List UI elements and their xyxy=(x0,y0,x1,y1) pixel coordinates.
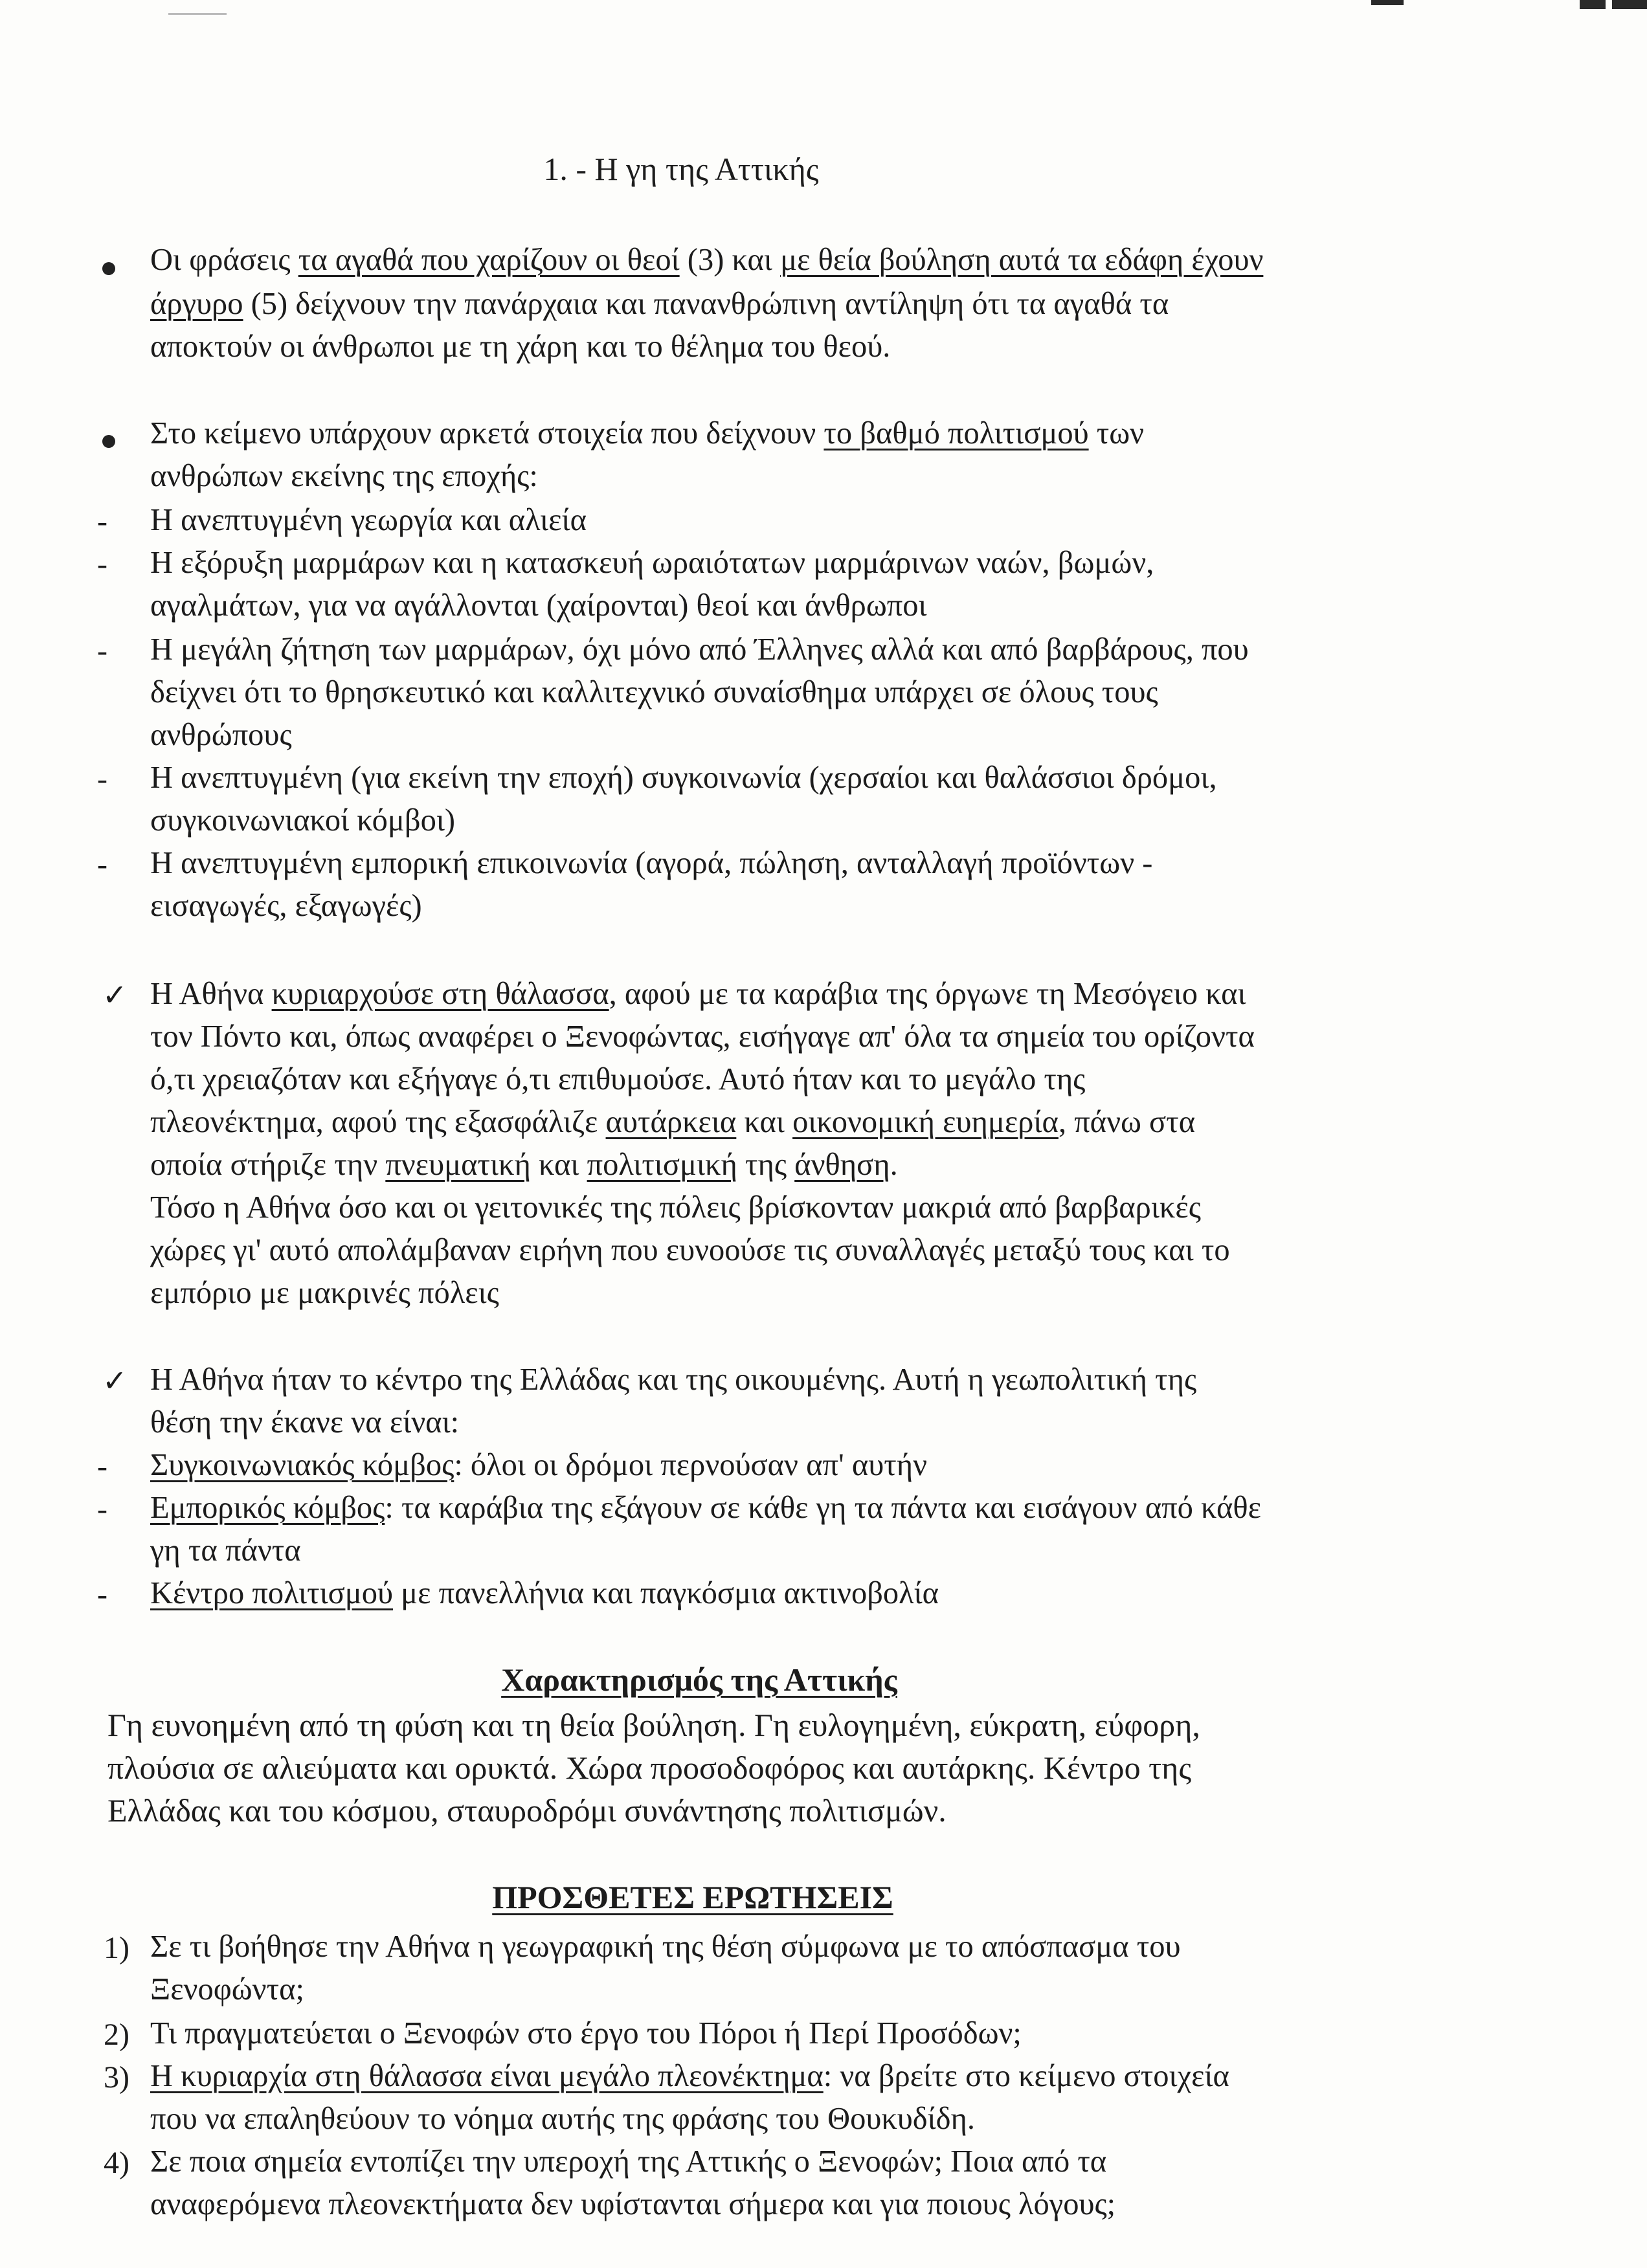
bullet-1-line-1: Οι φράσεις τα αγαθά που χαρίζουν οι θεοί (3) και με θεία βούληση αυτά τα εδάφη έχουν xyxy=(150,243,1264,277)
scan-artifact xyxy=(168,13,227,15)
question-number: 1) xyxy=(104,1931,129,1965)
question-4-line-2: αναφερόμενα πλεονεκτήματα δεν υφίστανται σήμερα και για ποιους λόγους; xyxy=(150,2187,1116,2221)
question-number: 4) xyxy=(104,2146,129,2180)
dash-icon: - xyxy=(97,847,107,882)
dash-item-cont: γη τα πάντα xyxy=(150,1533,301,1568)
dash-icon: - xyxy=(97,762,107,796)
question-3-line-1: Η κυριαρχία στη θάλασσα είναι μεγάλο πλεονέκτημα: να βρείτε στο κείμενο στοιχεία xyxy=(150,2059,1229,2093)
question-number: 2) xyxy=(104,2018,129,2052)
dash-icon: - xyxy=(97,547,107,581)
bullet-1-line-3: αποκτούν οι άνθρωποι με τη χάρη και το θέλημα του θεού. xyxy=(150,329,891,364)
page-title: 1. - Η γη της Αττικής xyxy=(543,151,819,187)
question-1-line-1: Σε τι βοήθησε την Αθήνα η γεωγραφική της θέση σύμφωνα με το απόσπασμα του xyxy=(150,1929,1181,1964)
check-1-line-5: οποία στήριζε την πνευματική και πολιτισμική της άνθηση. xyxy=(150,1148,898,1182)
bullet-2-line-1: Στο κείμενο υπάρχουν αρκετά στοιχεία που δείχνουν το βαθμό πολιτισμού των xyxy=(150,416,1145,450)
dash-item-cont: αγαλμάτων, για να αγάλλονται (χαίρονται) θεοί και άνθρωποι xyxy=(150,588,927,623)
question-3-line-2: που να επαληθεύουν το νόημα αυτής της φράσης του Θουκυδίδη. xyxy=(150,2102,976,2136)
dash-item-cont: εισαγωγές, εξαγωγές) xyxy=(150,889,422,923)
question-2-line-1: Τι πραγματεύεται ο Ξενοφών στο έργο του Πόροι ή Περί Προσόδων; xyxy=(150,2016,1022,2051)
bullet-icon xyxy=(102,435,115,448)
summary-line: Ελλάδας και του κόσμου, σταυροδρόμι συνάντησης πολιτισμών. xyxy=(107,1792,947,1829)
check-1-line-3: ό,τι χρειαζόταν και εξήγαγε ό,τι επιθυμούσε. Αυτό ήταν και το μεγάλο της xyxy=(150,1062,1086,1096)
question-4-line-1: Σε ποια σημεία εντοπίζει την υπεροχή της Αττικής ο Ξενοφών; Ποια από τα xyxy=(150,2144,1107,2179)
scan-artifact xyxy=(1371,0,1404,5)
check-2-line-2: θέση την έκανε να είναι: xyxy=(150,1405,460,1440)
check-1-line-6: Τόσο η Αθήνα όσο και οι γειτονικές της πόλεις βρίσκονταν μακριά από βαρβαρικές xyxy=(150,1190,1201,1225)
section-heading: ΠΡΟΣΘΕΤΕΣ ΕΡΩΤΗΣΕΙΣ xyxy=(492,1879,893,1915)
check-2-line-1: Η Αθήνα ήταν το κέντρο της Ελλάδας και της οικουμένης. Αυτή η γεωπολιτική της xyxy=(150,1362,1197,1397)
dash-item-cont: ανθρώπους xyxy=(150,718,292,752)
dash-item-cont: συγκοινωνιακοί κόμβοι) xyxy=(150,803,456,838)
check-1-line-8: εμπόριο με μακρινές πόλεις xyxy=(150,1276,499,1310)
question-number: 3) xyxy=(104,2060,129,2095)
check-1-line-1: Η Αθήνα κυριαρχούσε στη θάλασσα, αφού με τα καράβια της όργωνε τη Μεσόγειο και xyxy=(150,977,1246,1011)
dash-item: Η εξόρυξη μαρμάρων και η κατασκευή ωραιότατων μαρμάρινων ναών, βωμών, xyxy=(150,546,1154,580)
scan-artifact xyxy=(1580,0,1606,9)
dash-item-cont: δείχνει ότι το θρησκευτικό και καλλιτεχνικό συναίσθημα υπάρχει σε όλους τους xyxy=(150,675,1158,709)
dash-icon: - xyxy=(97,634,107,668)
dash-icon: - xyxy=(97,1449,107,1484)
bullet-icon xyxy=(102,262,115,275)
dash-icon: - xyxy=(97,504,107,539)
dash-item: Εμπορικός κόμβος: τα καράβια της εξάγουν σε κάθε γη τα πάντα και εισάγουν από κάθε xyxy=(150,1491,1261,1525)
scan-artifact xyxy=(1612,0,1647,9)
check-1-line-4: πλεονέκτημα, αφού της εξασφάλιζε αυτάρκεια και οικονομική ευημερία, πάνω στα xyxy=(150,1105,1196,1139)
dash-item: Η ανεπτυγμένη (για εκείνη την εποχή) συγκοινωνία (χερσαίοι και θαλάσσιοι δρόμοι, xyxy=(150,761,1217,795)
question-1-line-2: Ξενοφώντα; xyxy=(150,1972,304,2007)
check-icon: ✓ xyxy=(102,1363,128,1398)
dash-item: Κέντρο πολιτισμού με πανελλήνια και παγκόσμια ακτινοβολία xyxy=(150,1576,939,1610)
dash-item: Η ανεπτυγμένη γεωργία και αλιεία xyxy=(150,503,587,537)
dash-item: Η ανεπτυγμένη εμπορική επικοινωνία (αγορά, πώληση, ανταλλαγή προϊόντων - xyxy=(150,846,1153,880)
dash-icon: - xyxy=(97,1577,107,1612)
check-1-line-7: χώρες γι' αυτό απολάμβαναν ειρήνη που ευνοούσε τις συναλλαγές μεταξύ τους και το xyxy=(150,1233,1230,1267)
bullet-2-line-2: ανθρώπων εκείνης της εποχής: xyxy=(150,459,538,493)
summary-line: Γη ευνοημένη από τη φύση και τη θεία βούληση. Γη ευλογημένη, εύκρατη, εύφορη, xyxy=(107,1707,1200,1743)
dash-item: Συγκοινωνιακός κόμβος: όλοι οι δρόμοι περνούσαν απ' αυτήν xyxy=(150,1448,928,1482)
bullet-1-line-2: άργυρο (5) δείχνουν την πανάρχαια και πανανθρώπινη αντίληψη ότι τα αγαθά τα xyxy=(150,287,1169,321)
check-icon: ✓ xyxy=(102,977,128,1012)
dash-icon: - xyxy=(97,1492,107,1526)
section-heading: Χαρακτηρισμός της Αττικής xyxy=(501,1662,897,1698)
summary-line: πλούσια σε αλιεύματα και ορυκτά. Χώρα προσοδοφόρος και αυτάρκης. Κέντρο της xyxy=(107,1750,1192,1786)
dash-item: Η μεγάλη ζήτηση των μαρμάρων, όχι μόνο από Έλληνες αλλά και από βαρβάρους, που xyxy=(150,632,1249,667)
check-1-line-2: τον Πόντο και, όπως αναφέρει ο Ξενοφώντας, εισήγαγε απ' όλα τα σημεία του ορίζοντα xyxy=(150,1019,1255,1054)
